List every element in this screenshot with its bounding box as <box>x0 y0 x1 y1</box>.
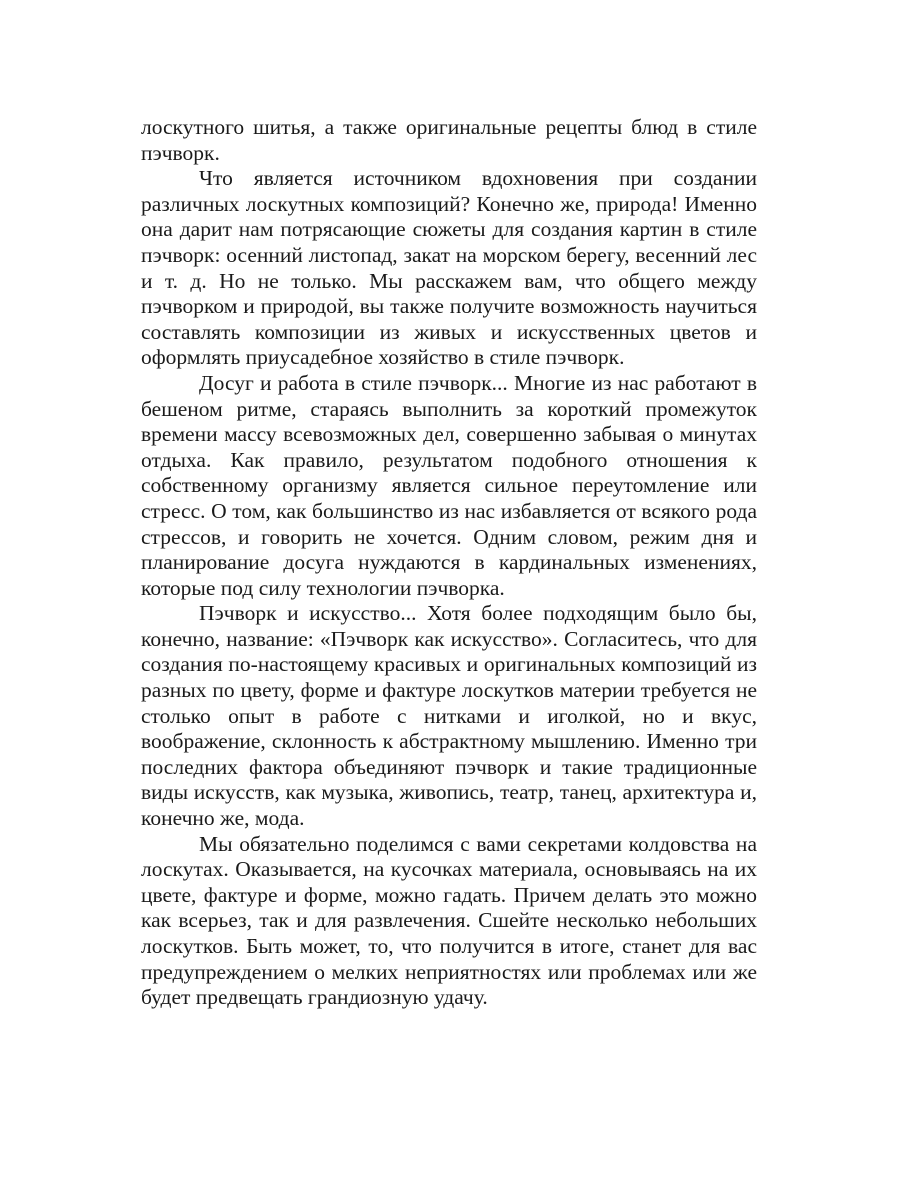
paragraph-divination: Мы обязательно поделимся с вами секретами колдовства на лоскутах. Оказывается, на кусочках материала, основываясь на их цвете, фактуре и форме, можно гадать. Причем делать это можно как всерьез, так и для развлечения. Сшейте несколько небольших лоскутков. Быть может, то, что получится в итоге, станет для вас предупреждением о мелких неприятностях или проблемах или же будет предвещать грандиозную удачу. <box>141 831 757 1010</box>
document-page <box>141 115 757 1011</box>
paragraph-art: Пэчворк и искусство... Хотя более подходящим было бы, конечно, название: «Пэчворк как искусство». Согласитесь, что для создания по-настоящему красивых и оригинальных композиций из разных по цвету, форме и фактуре лоскутков материи требуется не столько опыт в работе с нитками и иголкой, но и вкус, воображение, склонность к абстрактному мышлению. Именно три последних фактора объединяют пэчворк и такие традиционные виды искусств, как музыка, живопись, театр, танец, архитектура и, конечно же, мода. <box>141 601 757 831</box>
paragraph-continuation: лоскутного шитья, а также оригинальные рецепты блюд в стиле пэчворк. <box>141 115 757 165</box>
paragraph-leisure: Досуг и работа в стиле пэчворк... Многие из нас работают в бешеном ритме, стараясь выполнить за короткий промежуток времени массу всевозможных дел, совершенно забывая о минутах отдыха. Как правило, результатом подобного отношения к собственному организму является сильное переутомление или стресс. О том, как большинство из нас избавляется от всякого рода стрессов, и говорить не хочется. Одним словом, режим дня и планирование досуга нуждаются в кардинальных изменениях, которые под силу технологии пэчворка. <box>141 370 757 600</box>
paragraph-nature: Что является источником вдохновения при создании различных лоскутных композиций? Конечно же, природа! Именно она дарит нам потрясающие сюжеты для создания картин в стиле пэчворк: осенний листопад, закат на морском берегу, весенний лес и т. д. Но не только. Мы расскажем вам, что общего между пэчворком и природой, вы также получите возможность научиться составлять композиции из живых и искусственных цветов и оформлять приусадебное хозяйство в стиле пэчворк. <box>141 166 757 370</box>
